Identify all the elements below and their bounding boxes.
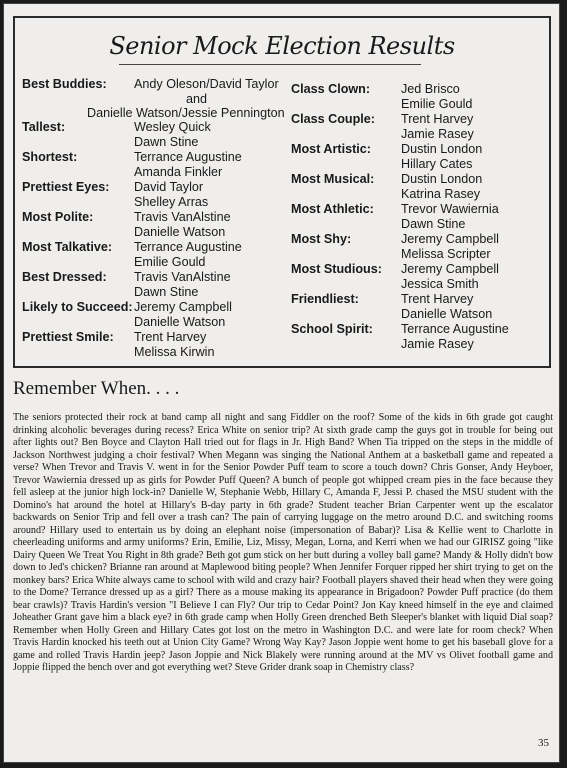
category-label: Prettiest Eyes: bbox=[22, 180, 110, 194]
winner-name: Jamie Rasey bbox=[401, 126, 474, 141]
result-entry bbox=[22, 75, 288, 120]
category-label: Most Shy: bbox=[291, 232, 352, 246]
page-number: 35 bbox=[538, 737, 549, 749]
remember-when-body: The seniors protected their rock at band camp all night and sang Fiddler on the roof? Some of the kids in 6th grade got caught drinking alcoholic beverages during recess? Erica White on senior trip? At sixth grade camp the guys got in trouble for being out after lights out? Ben Boyce and Clayton Hall tried out for flags in Jr. High Band? When Tia tripped on the steps in the middle of Jackson Northwest judging a choir festival? When Megann was singing the National Anthem at a basketball game and repeated a verse? When Trevor and Travis V. went in for the Senior Powder Puff team to score a touch down? Chris Gonser, Andy Heyboer, Trevor Wawiernia dressed up as girls for Powder Puff Queen? A bunch of people got whipped cream pies in the face because they fell asleep at the junior high lock-in? Danielle W, Stephanie Webb, Hillary C, Amanda F, Jessi P. chased the MSU student with the Domino's hat around the hotel at Hillary's B-day party in 6th grade? Student teacher Brian Carpenter went up the escalator backwards on Senior Trip and fell over a trash can? The pain of carrying luggage on the metro around D.C. and switching rooms around? Hillary used to entertain us by doing an elephant noise (impersonation of Babar)? Lisa & Kellie went to Charlotte in cheerleading uniforms and army uniforms? Erin, Emilie, Liz, Missy, Megan, Lorna, and Kerri when we had our GIRISZ going "like Dairy Queen We Treat You Right in 8th grade? Beth got gum stick on her butt during a volley ball game? Mandy & Holly didn't bow down to Jed's chicken? Brianne ran around at Maplewood biting people? When Jennifer Forquer ripped her shirt trying to get on the monkey bars? Erica White always came to school with wild and crazy hair? Football players shaved their head when they were going to the Dome? Terrance dressed up as a girl? There as a mouse making its appearance in Brigadoon? Powder Puff practice (do them bear crawls)? Travis Hardin's version "I Believe I can Fly? Our trip to Cedar Point? Jon Kay kneed himself in the eye and claimed Joheather Grant gave him a black eye? in 6th grade camp when Holly Green drenched Beth Sleeper's blanket with liquid Dial soap? Remember when Holly Green and Hillary Cates got lost on the metro in Washington D.C. and were late for room check? When Travis Hardin knocked his teeth out at Union City Game? Wrong Way Kay? Jason Joppie went home to get his baseball glove for a game and rolled Travis Hardin jeep? Jason Joppie and Nick Blakely were running around at the MV vs Olivet football game and Joppie flipped the bench over and got everything wet? Steve Grider drank soap in Chemistry class? bbox=[13, 412, 553, 673]
category-label: Most Studious: bbox=[291, 262, 382, 276]
winner-name: Travis VanAlstine bbox=[134, 210, 231, 224]
result-entry bbox=[291, 112, 543, 142]
category-label: Most Athletic: bbox=[291, 202, 374, 216]
category-label: Tallest: bbox=[22, 120, 66, 134]
result-entry bbox=[291, 82, 543, 112]
winner-name: Danielle Watson bbox=[134, 314, 226, 329]
winner-name: and bbox=[186, 91, 208, 106]
category-label: Most Musical: bbox=[291, 172, 375, 186]
winner-name: Dawn Stine bbox=[134, 134, 199, 149]
winner-name: Amanda Finkler bbox=[134, 164, 223, 179]
winner-name: Dustin London bbox=[401, 172, 483, 186]
title-underline bbox=[119, 64, 421, 65]
result-entry bbox=[291, 202, 543, 232]
winner-name: Jeremy Campbell bbox=[401, 232, 499, 246]
result-entry bbox=[22, 180, 288, 210]
result-entry bbox=[291, 262, 543, 292]
result-entry bbox=[291, 322, 543, 352]
winner-name: Dustin London bbox=[401, 142, 483, 156]
result-entry bbox=[291, 172, 543, 202]
winner-name: Wesley Quick bbox=[134, 120, 211, 134]
winner-name: Danielle Watson bbox=[401, 306, 493, 321]
winner-name: Emilie Gould bbox=[401, 96, 473, 111]
winner-name: Danielle Watson bbox=[134, 224, 226, 239]
category-label: Friendliest: bbox=[291, 292, 359, 306]
category-label: Shortest: bbox=[22, 150, 78, 164]
winner-name: Melissa Scripter bbox=[401, 246, 491, 261]
winner-name: Katrina Rasey bbox=[401, 186, 481, 201]
result-entry bbox=[291, 292, 543, 322]
winner-name: Terrance Augustine bbox=[134, 150, 242, 164]
page-title: Senior Mock Election Results bbox=[109, 32, 455, 60]
mock-election-box bbox=[13, 16, 551, 368]
left-results-column bbox=[22, 75, 288, 360]
category-label: Best Dressed: bbox=[22, 270, 107, 284]
winner-name: Travis VanAlstine bbox=[134, 270, 231, 284]
winner-name: Danielle Watson/Jessie Pennington bbox=[87, 106, 285, 121]
category-label: Likely to Succeed: bbox=[22, 300, 133, 314]
winner-name: Andy Oleson/David Taylor bbox=[134, 77, 279, 91]
winner-name: Terrance Augustine bbox=[134, 240, 242, 254]
winner-name: Trent Harvey bbox=[401, 112, 474, 126]
winner-name: Trent Harvey bbox=[134, 330, 207, 344]
result-entry bbox=[22, 330, 288, 360]
category-label: Best Buddies: bbox=[22, 77, 107, 91]
result-entry bbox=[291, 232, 543, 262]
winner-name: Hillary Cates bbox=[401, 156, 473, 171]
right-results-column bbox=[291, 82, 543, 352]
winner-name: Trevor Wawiernia bbox=[401, 202, 499, 216]
result-entry bbox=[291, 142, 543, 172]
category-label: School Spirit: bbox=[291, 322, 373, 336]
result-entry bbox=[22, 240, 288, 270]
remember-when-heading: Remember When. . . . bbox=[13, 378, 180, 399]
category-label: Prettiest Smile: bbox=[22, 330, 114, 344]
winner-name: Terrance Augustine bbox=[401, 322, 509, 336]
category-label: Most Polite: bbox=[22, 210, 94, 224]
winner-name: Dawn Stine bbox=[134, 284, 199, 299]
winner-name: Dawn Stine bbox=[401, 216, 466, 231]
winner-name: Shelley Arras bbox=[134, 194, 209, 209]
winner-name: Emilie Gould bbox=[134, 254, 206, 269]
result-entry bbox=[22, 210, 288, 240]
result-entry bbox=[22, 120, 288, 150]
winner-name: David Taylor bbox=[134, 180, 204, 194]
winner-name: Jessica Smith bbox=[401, 276, 479, 291]
yearbook-page bbox=[3, 3, 560, 763]
winner-name: Melissa Kirwin bbox=[134, 344, 215, 359]
winner-name: Trent Harvey bbox=[401, 292, 474, 306]
category-label: Class Couple: bbox=[291, 112, 375, 126]
category-label: Most Artistic: bbox=[291, 142, 371, 156]
result-entry bbox=[22, 270, 288, 300]
winner-name: Jed Brisco bbox=[401, 82, 460, 96]
category-label: Class Clown: bbox=[291, 82, 371, 96]
winner-name: Jeremy Campbell bbox=[401, 262, 499, 276]
result-entry bbox=[22, 150, 288, 180]
winner-name: Jeremy Campbell bbox=[134, 300, 232, 314]
result-entry bbox=[22, 300, 288, 330]
winner-name: Jamie Rasey bbox=[401, 336, 474, 351]
category-label: Most Talkative: bbox=[22, 240, 113, 254]
